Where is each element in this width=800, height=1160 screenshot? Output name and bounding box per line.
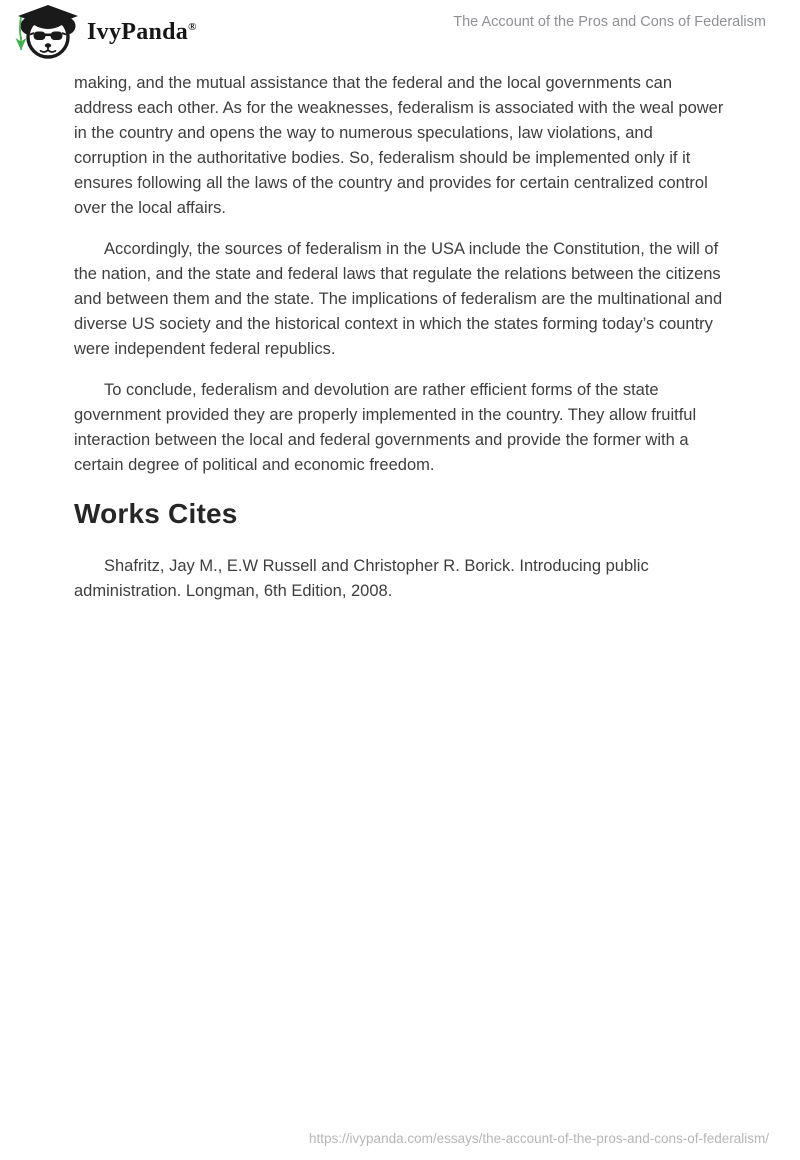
document-title: The Account of the Pros and Cons of Federalism	[453, 14, 766, 30]
page-header	[0, 0, 800, 64]
ivypanda-panda-icon	[12, 4, 78, 60]
source-url[interactable]: https://ivypanda.com/essays/the-account-of-the-pros-and-cons-of-federalism/	[309, 1131, 769, 1146]
logo-wordmark-text: IvyPanda	[87, 18, 189, 45]
essay-paragraph: To conclude, federalism and devolution are rather efficient forms of the state government provided they are properly implemented in the country. They allow fruitful interaction between the local and federal governments and provide the former with a certain degree of political and economic freedom.	[74, 381, 697, 474]
ivypanda-logo[interactable]	[12, 4, 197, 60]
logo-wordmark	[87, 19, 197, 46]
essay-body	[74, 71, 728, 620]
essay-paragraph: Accordingly, the sources of federalism in the USA include the Constitution, the will of the nation, and the state and federal laws that regulate the relations between the citizens and between them and the state. The implications of federalism are the multinational and diverse US society and the historical context in which the states forming today’s country were independent federal republics.	[74, 240, 723, 358]
works-cited-heading: Works Cites	[74, 498, 238, 529]
citation-entry: Shafritz, Jay M., E.W Russell and Christopher R. Borick. Introducing public administration. Longman, 6th Edition, 2008.	[74, 557, 649, 600]
essay-paragraph: making, and the mutual assistance that the federal and the local governments can address each other. As for the weaknesses, federalism is associated with the weal power in the country and opens the way to numerous speculations, law violations, and corruption in the authoritative bodies. So, federalism should be implemented only if it ensures following all the laws of the country and provides for certain centralized control over the local affairs.	[74, 74, 724, 217]
registered-trademark-symbol: ®	[188, 20, 197, 33]
